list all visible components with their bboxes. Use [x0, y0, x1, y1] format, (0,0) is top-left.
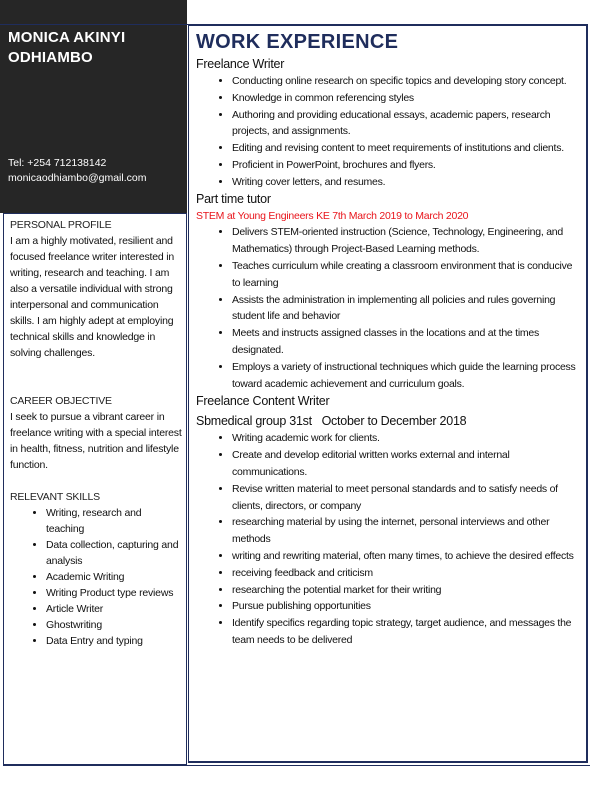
skill-item: • Writing Product type reviews: [46, 585, 182, 601]
email: monicaodhiambo@gmail.com: [8, 172, 147, 184]
skill-item: • Writing, research and teaching: [46, 505, 182, 537]
skills-heading: RELEVANT SKILLS: [10, 491, 100, 503]
divider: [3, 765, 590, 766]
skill-item: • Data collection, capturing and analysis: [46, 537, 182, 569]
left-column: [10, 217, 182, 649]
bullet: • Writing cover letters, and resumes.: [232, 174, 581, 191]
job-title: Freelance Content Writer: [196, 394, 330, 409]
job-title: Freelance Writer: [196, 57, 285, 71]
profile-text: I am a highly motivated, resilient and focused freelance writer interested in writing, research and teaching. I am also a versatile individual with strong interpersonal and communication skills. I am highly adept at employing technical skills and knowledge in solving challenges.: [10, 235, 174, 359]
job-subtitle: Sbmedical group 31st October to December 2018: [196, 414, 467, 429]
section-title: WORK EXPERIENCE: [196, 31, 399, 53]
divider: [0, 24, 188, 25]
candidate-name: [8, 28, 125, 68]
bullet: • receiving feedback and criticism: [232, 565, 581, 582]
work-experience: [196, 30, 581, 649]
job-title: Part time tutor: [196, 191, 271, 206]
bullet: • Pursue publishing opportunities: [232, 598, 581, 615]
phone: Tel: +254 712138142: [8, 157, 107, 169]
bullet: • Revise written material to meet personal standards and to satisfy needs of clients, directors, or company: [232, 481, 581, 515]
job-subtitle: STEM at Young Engineers KE 7th March 2019 to March 2020: [196, 209, 469, 222]
bullet: • Create and develop editorial written works external and internal communications.: [232, 447, 581, 481]
bullet: • Knowledge in common referencing styles: [232, 90, 581, 107]
bullet: • researching the potential market for their writing: [232, 582, 581, 599]
contact-info: [8, 156, 146, 186]
bullet: • Assists the administration in implementing all policies and rules governing student life and behavior: [232, 292, 581, 326]
bullet: • Editing and revising content to meet requirements of institutions and clients.: [232, 140, 581, 157]
name-line-1: MONICA AKINYI: [8, 29, 126, 46]
bullet: • Meets and instructs assigned classes in the locations and at the times designated.: [232, 325, 581, 359]
bullet: • Proficient in PowerPoint, brochures and flyers.: [232, 157, 581, 174]
bullet: • Teaches curriculum while creating a classroom environment that is conducive to learning: [232, 258, 581, 292]
skill-item: • Data Entry and typing: [46, 633, 182, 649]
bullet: • Conducting online research on specific topics and developing story concept.: [232, 73, 581, 90]
skill-item: • Academic Writing: [46, 569, 182, 585]
bullet: • Identify specifics regarding topic strategy, target audience, and messages the team needs to be delivered: [232, 615, 581, 649]
skill-item: • Ghostwriting: [46, 617, 182, 633]
skill-item: • Article Writer: [46, 601, 182, 617]
bullet: • researching material by using the internet, personal interviews and other methods: [232, 514, 581, 548]
bullet: • Authoring and providing educational essays, academic papers, research projects, and assignments.: [232, 107, 581, 141]
name-line-2: ODHIAMBO: [8, 49, 93, 66]
bullet: • Writing academic work for clients.: [232, 430, 581, 447]
bullet: • Delivers STEM-oriented instruction (Science, Technology, Engineering, and Mathematics) through Project-Based Learning methods.: [232, 224, 581, 258]
bullet: • Employs a variety of instructional techniques which guide the learning process toward academic achievement and curriculum goals.: [232, 359, 581, 393]
bullet: • writing and rewriting material, often many times, to achieve the desired effects: [232, 548, 581, 565]
objective-text: I seek to pursue a vibrant career in freelance writing with a special interest in health, fitness, nutrition and lifestyle function.: [10, 411, 182, 471]
job-bullets: [196, 430, 581, 648]
skills-list: [10, 505, 182, 649]
job-bullets: [196, 224, 581, 392]
profile-heading: PERSONAL PROFILE: [10, 219, 112, 231]
job-bullets: [196, 73, 581, 191]
objective-heading: CAREER OBJECTIVE: [10, 395, 112, 407]
